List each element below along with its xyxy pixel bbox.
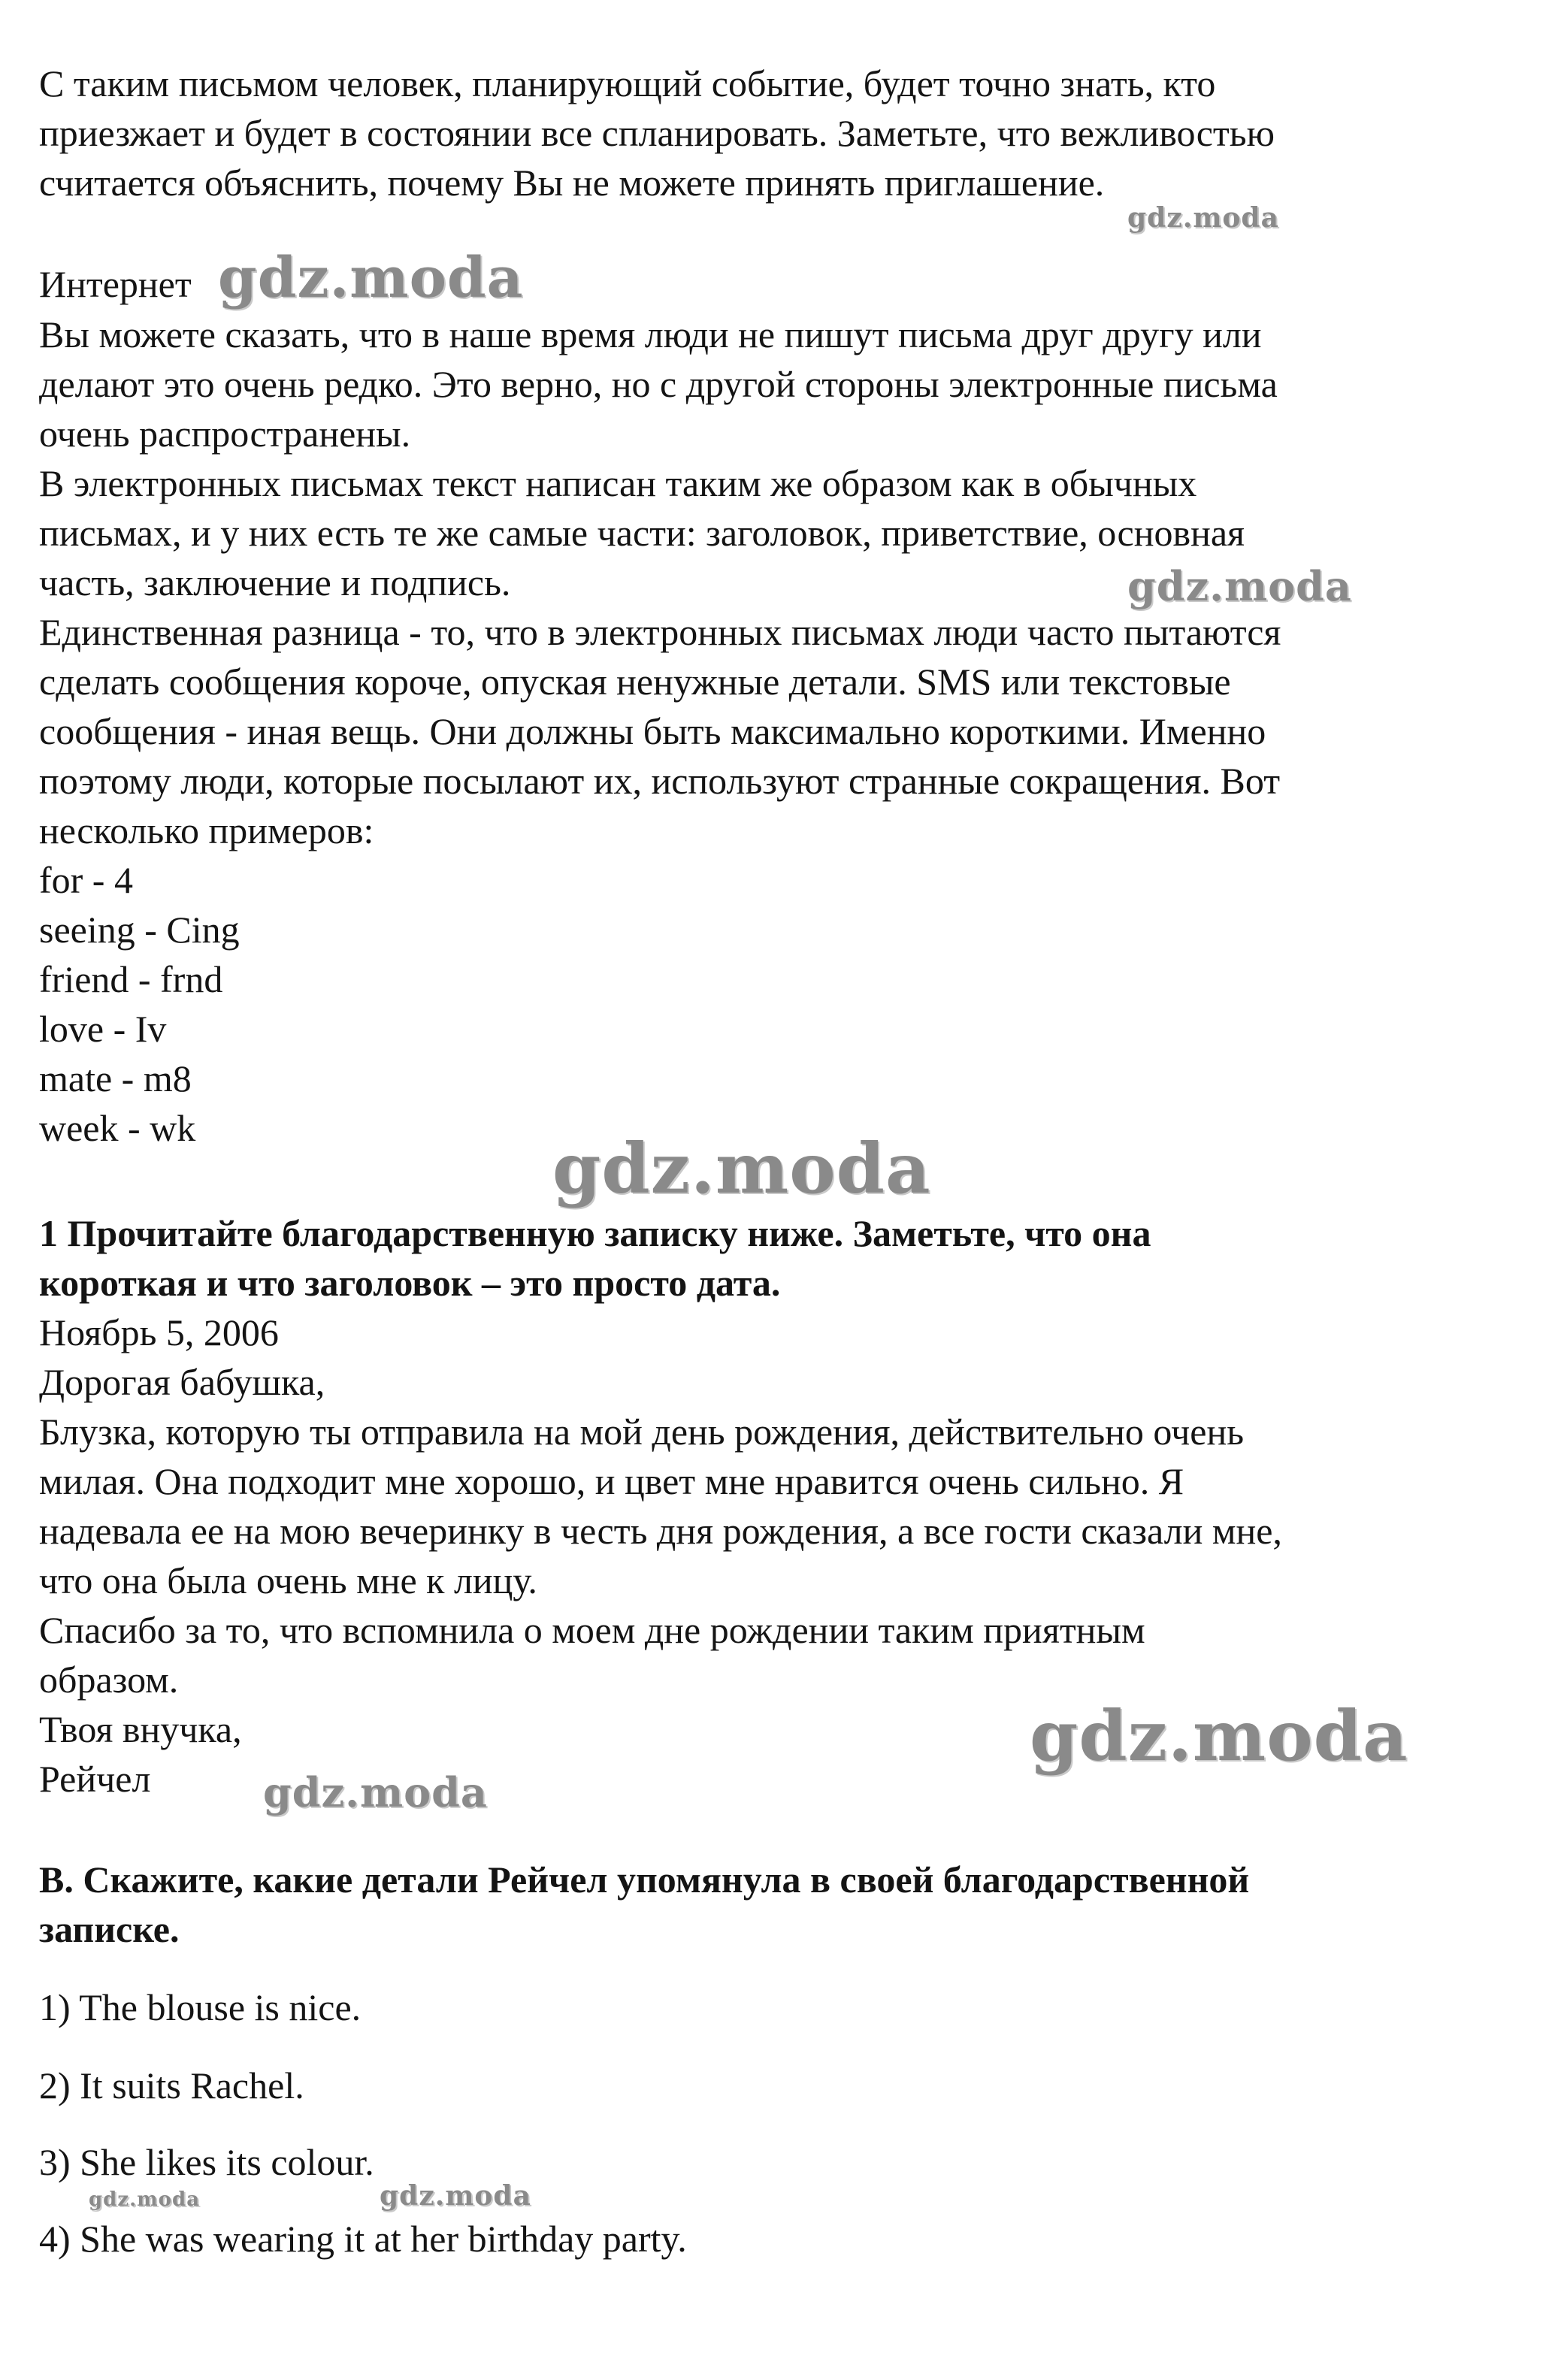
letter-line: образом. xyxy=(39,1659,179,1701)
paragraph-line: приезжает и будет в состоянии все спланировать. Заметьте, что вежливостью xyxy=(39,112,1275,154)
watermark: gdz.moda xyxy=(89,2188,201,2211)
watermark: gdz.moda xyxy=(380,2180,531,2212)
letter-closing: Твоя внучка, xyxy=(39,1708,242,1750)
watermark: gdz.moda xyxy=(263,1768,488,1816)
task1-heading: 1 Прочитайте благодарственную записку ниже. Заметьте, что она xyxy=(39,1212,1151,1254)
letter-line: Блузка, которую ты отправила на мой день рождения, действительно очень xyxy=(39,1411,1245,1453)
paragraph-line: В электронных письмах текст написан таким же образом как в обычных xyxy=(39,462,1197,504)
taskB-heading: записке. xyxy=(39,1908,180,1950)
paragraph-line: сделать сообщения короче, опуская ненужные детали. SMS или текстовые xyxy=(39,661,1231,703)
answer-item: 4) She was wearing it at her birthday party. xyxy=(39,2218,687,2260)
paragraph-line: очень распространены. xyxy=(39,413,411,455)
watermark: gdz.moda xyxy=(1127,562,1352,610)
letter-greeting: Дорогая бабушка, xyxy=(39,1361,325,1403)
answer-item: 1) The blouse is nice. xyxy=(39,1986,362,2028)
taskB-heading: В. Скажите, какие детали Рейчел упомянула в своей благодарственной xyxy=(39,1858,1250,1901)
answer-item: 2) It suits Rachel. xyxy=(39,2064,304,2106)
task1-heading: короткая и что заголовок – это просто дата. xyxy=(39,1262,781,1304)
watermark: gdz.moda xyxy=(552,1128,931,1209)
letter-line: Спасибо за то, что вспомнила о моем дне рождении таким приятным xyxy=(39,1609,1145,1651)
abbreviation-item: for - 4 xyxy=(39,859,133,901)
abbreviation-item: love - Iv xyxy=(39,1008,167,1050)
letter-line: надевала ее на мою вечеринку в честь дня рождения, а все гости сказали мне, xyxy=(39,1510,1282,1552)
paragraph-line: считается объяснить, почему Вы не можете принять приглашение. xyxy=(39,162,1105,204)
abbreviation-item: mate - m8 xyxy=(39,1057,192,1099)
watermark: gdz.moda xyxy=(1030,1695,1408,1777)
answer-item: 3) She likes its colour. xyxy=(39,2141,374,2183)
abbreviation-item: seeing - Cing xyxy=(39,909,240,951)
abbreviation-item: week - wk xyxy=(39,1107,196,1149)
abbreviation-item: friend - frnd xyxy=(39,958,223,1000)
watermark: gdz.moda xyxy=(1127,202,1279,234)
watermark: gdz.moda xyxy=(218,246,524,310)
letter-signature: Рейчел xyxy=(39,1758,151,1800)
paragraph-line: поэтому люди, которые посылают их, используют странные сокращения. Вот xyxy=(39,760,1281,802)
paragraph-line: Вы можете сказать, что в наше время люди не пишут письма друг другу или xyxy=(39,313,1262,355)
letter-line: милая. Она подходит мне хорошо, и цвет мне нравится очень сильно. Я xyxy=(39,1460,1184,1502)
letter-date: Ноябрь 5, 2006 xyxy=(39,1311,279,1353)
paragraph-line: делают это очень редко. Это верно, но с другой стороны электронные письма xyxy=(39,363,1278,405)
internet-heading: Интернет xyxy=(39,263,192,305)
paragraph-line: часть, заключение и подпись. xyxy=(39,561,511,603)
letter-line: что она была очень мне к лицу. xyxy=(39,1559,537,1601)
paragraph-line: С таким письмом человек, планирующий событие, будет точно знать, кто xyxy=(39,62,1216,104)
paragraph-line: сообщения - иная вещь. Они должны быть максимально короткими. Именно xyxy=(39,710,1266,752)
paragraph-line: несколько примеров: xyxy=(39,809,374,851)
paragraph-line: письмах, и у них есть те же самые части: заголовок, приветствие, основная xyxy=(39,512,1245,554)
paragraph-line: Единственная разница - то, что в электронных письмах люди часто пытаются xyxy=(39,611,1281,653)
